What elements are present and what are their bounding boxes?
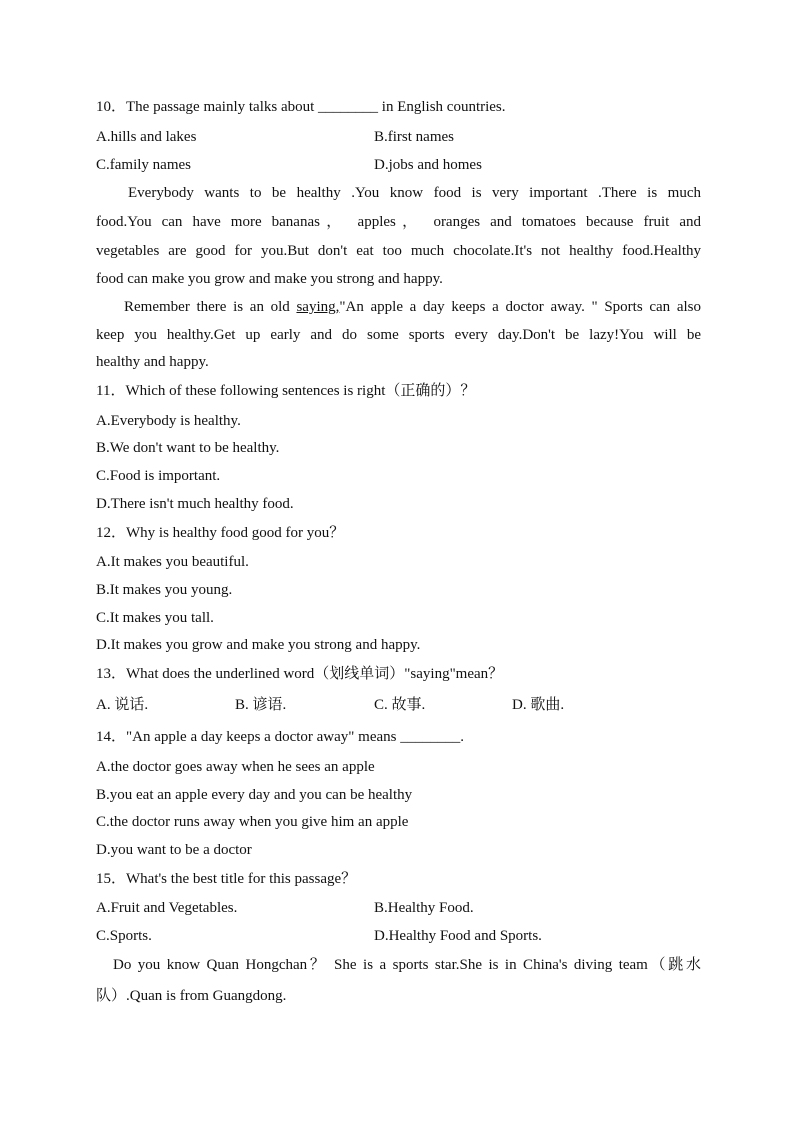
passage-line: vegetables are good for you.But don't eat too much chocolate.It's not healthy food.Healthy: [96, 243, 701, 259]
passage-line: Everybody wants to be healthy .You know food is very important .There is much: [128, 185, 701, 201]
q11-option-c: C.Food is important.: [96, 468, 221, 484]
q15-option-b: B.Healthy Food.: [374, 900, 474, 916]
q11-option-b: B.We don't want to be healthy.: [96, 440, 280, 456]
q13-option-b: B. 谚语.: [235, 697, 287, 713]
passage-line: Do you know Quan Hongchan？ She is a sports star.She is in China's diving team（跳水: [113, 957, 701, 973]
passage-line: keep you healthy.Get up early and do some sports every day.Don't be lazy!You will be: [96, 327, 701, 343]
question-13: 13．What does the underlined word（划线单词）"saying"mean？: [96, 666, 504, 682]
q14-option-d: D.you want to be a doctor: [96, 842, 252, 858]
question-12: 12．Why is healthy food good for you？: [96, 525, 345, 541]
q10-option-a: A.hills and lakes: [96, 129, 197, 145]
q11-option-d: D.There isn't much healthy food.: [96, 496, 294, 512]
passage-text: Remember there is an old: [124, 299, 297, 315]
passage-line-saying: [124, 297, 701, 317]
q13-option-d: D. 歌曲.: [512, 697, 565, 713]
q15-option-c: C.Sports.: [96, 928, 152, 944]
underlined-word-saying: saying,: [296, 299, 340, 315]
passage-line: food can make you grow and make you strong and happy.: [96, 271, 443, 287]
q10-option-d: D.jobs and homes: [374, 157, 482, 173]
q15-option-a: A.Fruit and Vegetables.: [96, 900, 238, 916]
q12-option-c: C.It makes you tall.: [96, 610, 214, 626]
passage-line: healthy and happy.: [96, 354, 209, 370]
q10-option-c: C.family names: [96, 157, 191, 173]
q14-option-c: C.the doctor runs away when you give him an apple: [96, 814, 409, 830]
question-11: 11．Which of these following sentences is right（正确的）？: [96, 383, 476, 399]
question-14: 14．"An apple a day keeps a doctor away" means ________.: [96, 729, 464, 745]
passage-line: food.You can have more bananas， apples， oranges and tomatoes because fruit and: [96, 214, 701, 230]
q12-option-b: B.It makes you young.: [96, 582, 233, 598]
q13-option-c: C. 故事.: [374, 697, 426, 713]
q14-option-a: A.the doctor goes away when he sees an apple: [96, 759, 375, 775]
q14-option-b: B.you eat an apple every day and you can be healthy: [96, 787, 413, 803]
q12-option-d: D.It makes you grow and make you strong and happy.: [96, 637, 421, 653]
passage-text: "An apple a day keeps a doctor away. " Sports can also: [339, 299, 701, 315]
passage-line: 队）.Quan is from Guangdong.: [96, 988, 287, 1004]
question-10: 10．The passage mainly talks about ________ in English countries.: [96, 99, 506, 115]
q15-option-d: D.Healthy Food and Sports.: [374, 928, 542, 944]
q13-option-a: A. 说话.: [96, 697, 149, 713]
question-15: 15．What's the best title for this passage？: [96, 871, 357, 887]
q10-option-b: B.first names: [374, 129, 454, 145]
q11-option-a: A.Everybody is healthy.: [96, 413, 241, 429]
q12-option-a: A.It makes you beautiful.: [96, 554, 249, 570]
